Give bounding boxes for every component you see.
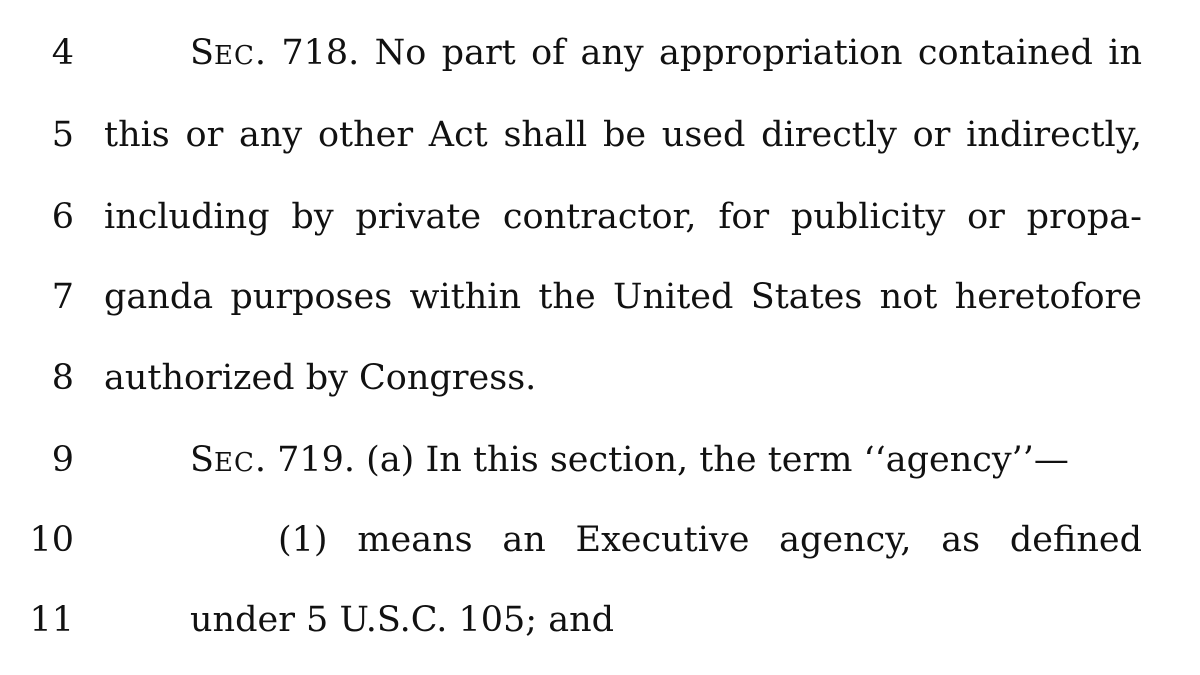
section-mark-rest: EC — [213, 41, 255, 71]
line-text: ganda purposes within the United States not heretofore — [104, 277, 1142, 317]
line-text: authorized by Congress. — [104, 358, 537, 398]
line-number: 9 — [51, 440, 74, 480]
document-line — [0, 430, 1200, 490]
line-number: 11 — [29, 600, 74, 640]
line-number: 4 — [51, 33, 74, 73]
document-line — [0, 510, 1200, 570]
line-body: . 718. No part of any appropriation contained in — [254, 33, 1142, 73]
line-number: 10 — [29, 520, 74, 560]
line-number: 6 — [51, 197, 74, 237]
section-mark-rest: EC — [213, 448, 255, 478]
document-line — [0, 187, 1200, 247]
line-text: under 5 U.S.C. 105; and — [190, 600, 615, 640]
document-line — [0, 348, 1200, 408]
document-line — [0, 590, 1200, 650]
line-text — [190, 23, 1142, 86]
line-number: 8 — [51, 358, 74, 398]
section-mark-initial: S — [190, 440, 214, 480]
line-text: (1) means an Executive agency, as defined — [278, 520, 1142, 560]
line-body: . 719. (a) In this section, the term ‘‘agency’’— — [254, 440, 1069, 480]
line-number: 5 — [51, 115, 74, 155]
line-text: this or any other Act shall be used directly or indirectly, — [104, 115, 1142, 155]
line-text — [190, 430, 1142, 493]
line-text: including by private contractor, for publicity or propa- — [104, 197, 1142, 237]
document-line — [0, 23, 1200, 83]
document-line — [0, 267, 1200, 327]
line-number: 7 — [51, 277, 74, 317]
section-mark-initial: S — [190, 33, 214, 73]
document-line — [0, 105, 1200, 165]
